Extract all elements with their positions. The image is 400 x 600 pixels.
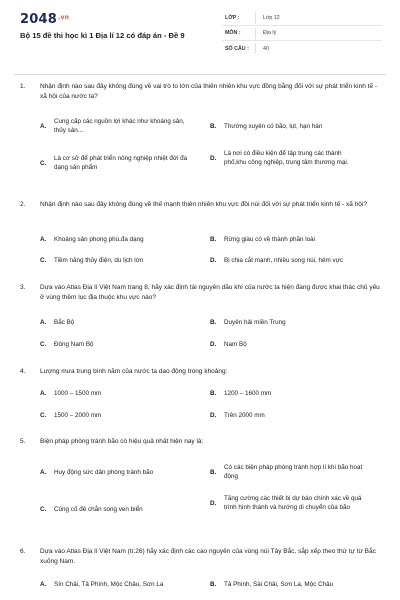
meta-value: Lớp 12 [263, 15, 280, 21]
option-text: Tả Phình, Sài Chải, Sơn La, Mộc Châu [224, 581, 334, 588]
option-text: Tăng cường các thiết bị dự báo chính xác về quá trình hình thành và hướng di chuyển của bão [224, 495, 362, 511]
option-a[interactable] [40, 117, 194, 135]
document-title: Bộ 15 đề thi học kì 1 Địa lí 12 có đáp án - Đề 9 [20, 31, 185, 40]
option-b[interactable] [210, 122, 364, 131]
option-text: 1500 – 2000 mm [54, 412, 102, 419]
meta-separator [255, 28, 256, 39]
option-text: Sín Chải, Tả Phình, Mộc Châu, Sơn La [54, 581, 164, 588]
question-6 [20, 547, 382, 597]
option-text: 1200 – 1600 mm [224, 390, 272, 397]
option-text: Đông Nam Bộ [54, 341, 94, 348]
question-text: Nhận định nào sau đây không đúng về thế mạnh thiên nhiên khu vực đồi núi đối với sự phát triển kinh tế - xã hội? [40, 201, 367, 208]
meta-value: 40 [263, 45, 269, 52]
option-letter: A. [40, 469, 47, 476]
option-d[interactable] [210, 494, 364, 512]
option-b[interactable] [210, 318, 364, 327]
option-letter: D. [210, 257, 217, 264]
option-c[interactable] [40, 411, 194, 420]
option-text: Là cơ sở để phát triển nông nghiệp nhiệt đới đa dạng sản phẩm [54, 155, 188, 171]
option-text: Huy động sức dân phòng tránh bão [54, 469, 154, 476]
option-c[interactable] [40, 256, 194, 265]
question-text: Nhận định nào sau đây không đúng về vai trò to lớn của thiên nhiên khu vực đồng bằng đối với sự phát triển kinh tế - xã hội của nước ta? [40, 83, 378, 100]
option-a[interactable] [40, 389, 194, 398]
logo-main: 2048 [20, 12, 57, 27]
option-d[interactable] [210, 256, 394, 265]
logo-sub: .vn [57, 14, 70, 21]
option-text: Nam Bộ [224, 341, 247, 348]
option-c[interactable] [40, 154, 194, 172]
meta-key: SỐ CÂU : [225, 45, 249, 52]
option-c[interactable] [40, 505, 194, 514]
option-text: Bị chia cắt mạnh, nhiều song núi, hẻm vực [224, 257, 344, 264]
meta-row-class [222, 11, 382, 26]
option-letter: A. [40, 319, 47, 326]
option-b[interactable] [210, 463, 364, 481]
question-5 [20, 437, 382, 532]
header-divider [14, 74, 386, 75]
option-letter: B. [210, 319, 217, 326]
option-text: Duyên hải miền Trung [224, 319, 286, 326]
option-b[interactable] [210, 389, 364, 398]
question-2 [20, 200, 382, 270]
meta-value: Địa lý [263, 30, 277, 36]
meta-separator [255, 43, 256, 54]
option-text: 1000 – 1500 mm [54, 390, 102, 397]
option-letter: C. [40, 159, 47, 167]
question-number: 3. [20, 284, 26, 291]
question-text: Biện pháp phòng tránh bão có hiệu quả nhất hiện nay là: [40, 438, 204, 445]
option-letter: A. [40, 122, 47, 130]
option-text: Cung cấp các nguồn lợi khác như khoáng sản, thủy sản... [54, 118, 185, 134]
question-4 [20, 367, 382, 427]
option-text: Tiềm năng thủy điện, du lịch lớn [54, 257, 144, 264]
question-number: 1. [20, 83, 26, 90]
option-c[interactable] [40, 340, 194, 349]
option-letter: B. [210, 236, 217, 243]
option-d[interactable] [210, 340, 364, 349]
option-letter: B. [210, 468, 217, 476]
option-letter: A. [40, 581, 47, 588]
meta-key: MÔN : [225, 30, 241, 36]
option-a[interactable] [40, 468, 194, 477]
option-letter: B. [210, 390, 217, 397]
option-letter: D. [210, 412, 217, 419]
meta-key: LỚP : [225, 15, 240, 21]
option-letter: B. [210, 581, 217, 588]
option-text: Trên 2000 mm [224, 412, 265, 419]
option-letter: C. [40, 257, 47, 264]
meta-table [222, 11, 382, 56]
question-3 [20, 283, 382, 353]
option-letter: A. [40, 390, 47, 397]
question-text: Lượng mưa trung bình năm của nước ta dao động trong khoảng: [40, 368, 228, 375]
document-header [0, 0, 400, 70]
option-d[interactable] [210, 149, 364, 167]
option-a[interactable] [40, 580, 204, 589]
option-letter: D. [210, 341, 217, 348]
option-text: Củng cố đê chắn song ven biển [54, 506, 143, 513]
option-b[interactable] [210, 580, 384, 589]
question-number: 5. [20, 438, 26, 445]
option-letter: C. [40, 506, 47, 513]
option-letter: D. [210, 499, 217, 507]
option-letter: D. [210, 154, 217, 162]
question-text: Dựa vào Atlas Địa lí Việt Nam trang 8, hãy xác định tài nguyên dầu khí của nước ta hiện đang được khai thác chủ yếu ở vùng thềm lục địa thuộc khu vực nào? [40, 284, 380, 301]
option-text: Là nơi có điều kiện để tập trung các thành phố,khu công nghiệp, trung tâm thương mại. [224, 150, 349, 166]
option-a[interactable] [40, 235, 194, 244]
option-text: Bắc Bộ [54, 319, 75, 326]
option-letter: B. [210, 123, 217, 130]
question-number: 2. [20, 201, 26, 208]
option-b[interactable] [210, 235, 394, 244]
question-number: 6. [20, 548, 26, 555]
option-letter: C. [40, 412, 47, 419]
question-number: 4. [20, 368, 26, 375]
meta-row-count [222, 41, 382, 56]
option-d[interactable] [210, 411, 364, 420]
option-letter: A. [40, 236, 47, 243]
question-1 [20, 82, 382, 187]
meta-separator [255, 13, 256, 24]
meta-row-subject [222, 26, 382, 41]
option-a[interactable] [40, 318, 194, 327]
option-text: Khoáng sản phong phú,đa dạng [54, 236, 144, 243]
option-text: Rừng giàu có về thành phần loài [224, 236, 316, 243]
option-text: Thường xuyên có bão, lụt, hạn hán [224, 123, 323, 130]
site-logo[interactable] [20, 12, 69, 27]
option-text: Có các biện pháp phòng tránh hợp lí khi bão hoạt động [224, 464, 363, 480]
question-text: Dựa vào Atlas Địa lí Việt Nam (tr.26) hãy xác định các cao nguyên của vùng núi Tây Bắc, sắp xếp theo thứ tự từ Bắc xuống Nam. [40, 548, 376, 565]
option-letter: C. [40, 341, 47, 348]
